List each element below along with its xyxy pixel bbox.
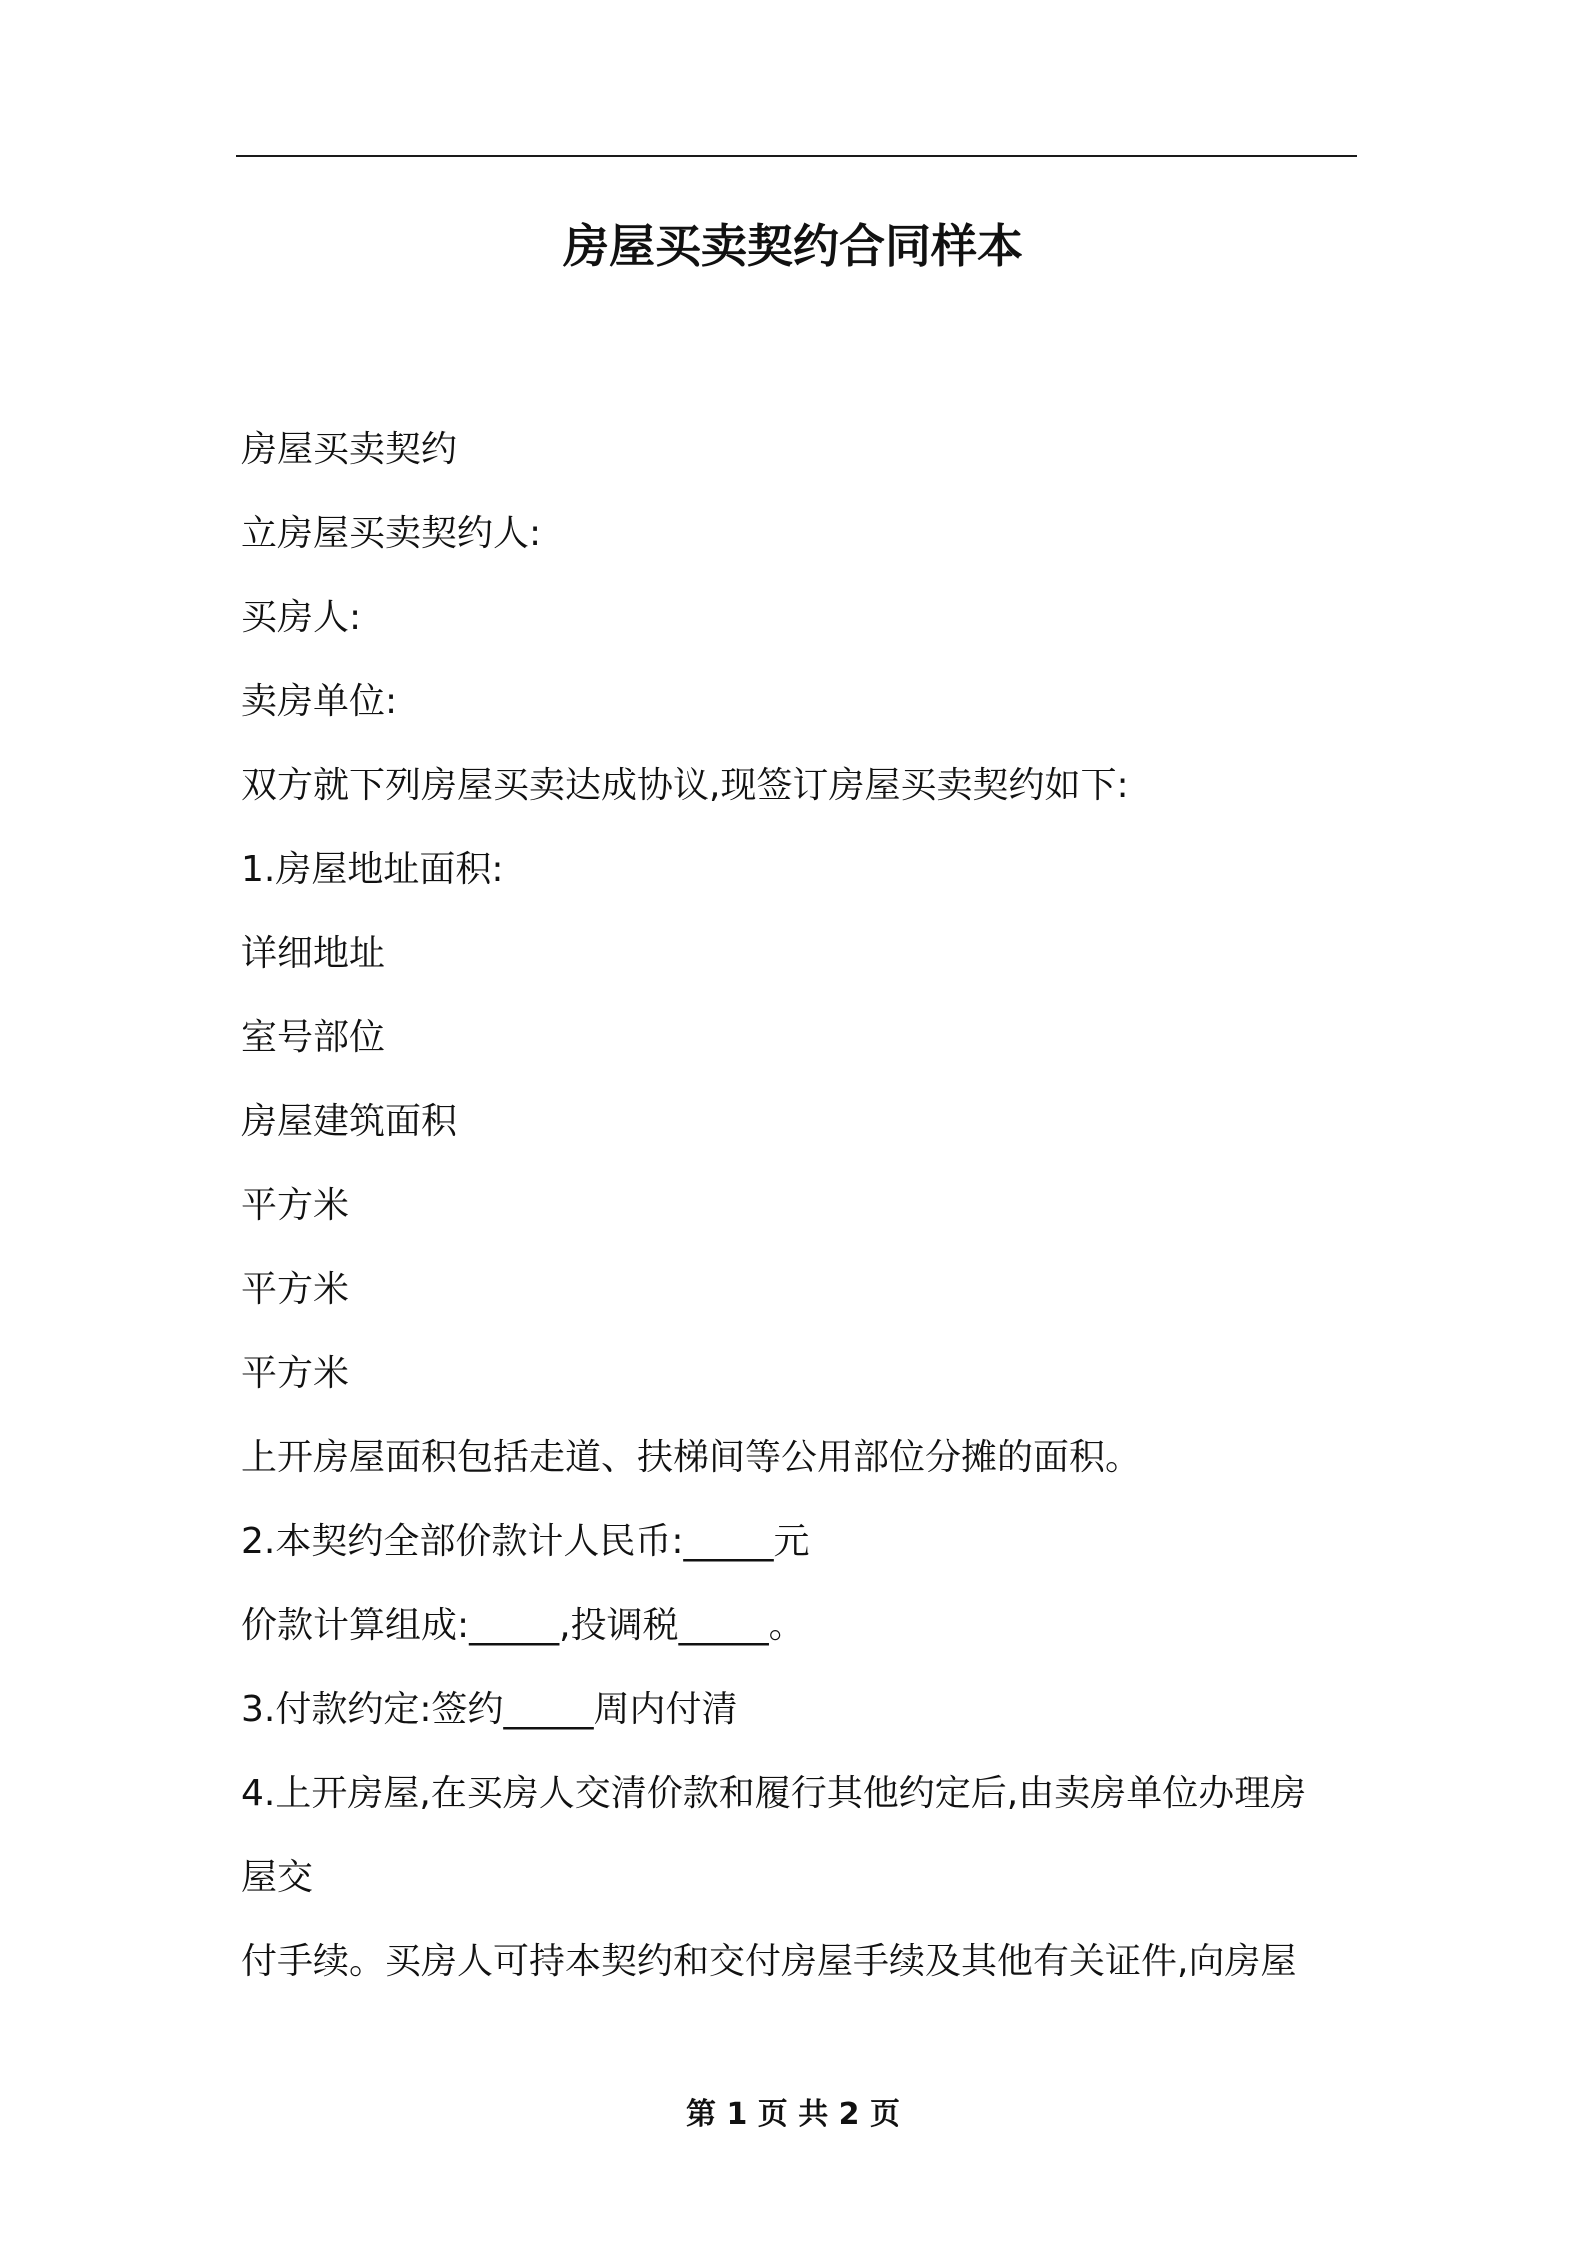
body-line: 双方就下列房屋买卖达成协议,现签订房屋买卖契约如下:	[241, 765, 1129, 806]
document-body	[241, 408, 1361, 2004]
body-line: 立房屋买卖契约人:	[241, 513, 542, 554]
document-title: 房屋买卖契约合同样本	[563, 219, 1023, 273]
body-line: 房屋建筑面积	[241, 1101, 458, 1142]
body-line: 平方米	[241, 1269, 350, 1310]
body-line: 房屋买卖契约	[241, 429, 458, 470]
body-line: 屋交	[241, 1857, 314, 1898]
body-line: 卖房单位:	[241, 681, 398, 722]
body-line: 详细地址	[241, 933, 386, 974]
body-line: 室号部位	[241, 1017, 386, 1058]
body-line: 4.上开房屋,在买房人交清价款和履行其他约定后,由卖房单位办理房	[241, 1773, 1307, 1814]
body-line: 1.房屋地址面积:	[241, 849, 504, 890]
body-line: 付手续。买房人可持本契约和交付房屋手续及其他有关证件,向房屋	[241, 1941, 1297, 1982]
body-line: 2.本契约全部价款计人民币:_____元	[241, 1521, 810, 1562]
body-line: 买房人:	[241, 597, 362, 638]
body-line: 平方米	[241, 1353, 350, 1394]
header-rule	[236, 155, 1357, 157]
body-line: 上开房屋面积包括走道、扶梯间等公用部位分摊的面积。	[241, 1437, 1142, 1478]
body-line: 平方米	[241, 1185, 350, 1226]
page-number-footer: 第 1 页 共 2 页	[686, 2097, 900, 2132]
body-line: 价款计算组成:_____,投调税_____。	[241, 1605, 805, 1646]
body-line: 3.付款约定:签约_____周内付清	[241, 1689, 738, 1730]
